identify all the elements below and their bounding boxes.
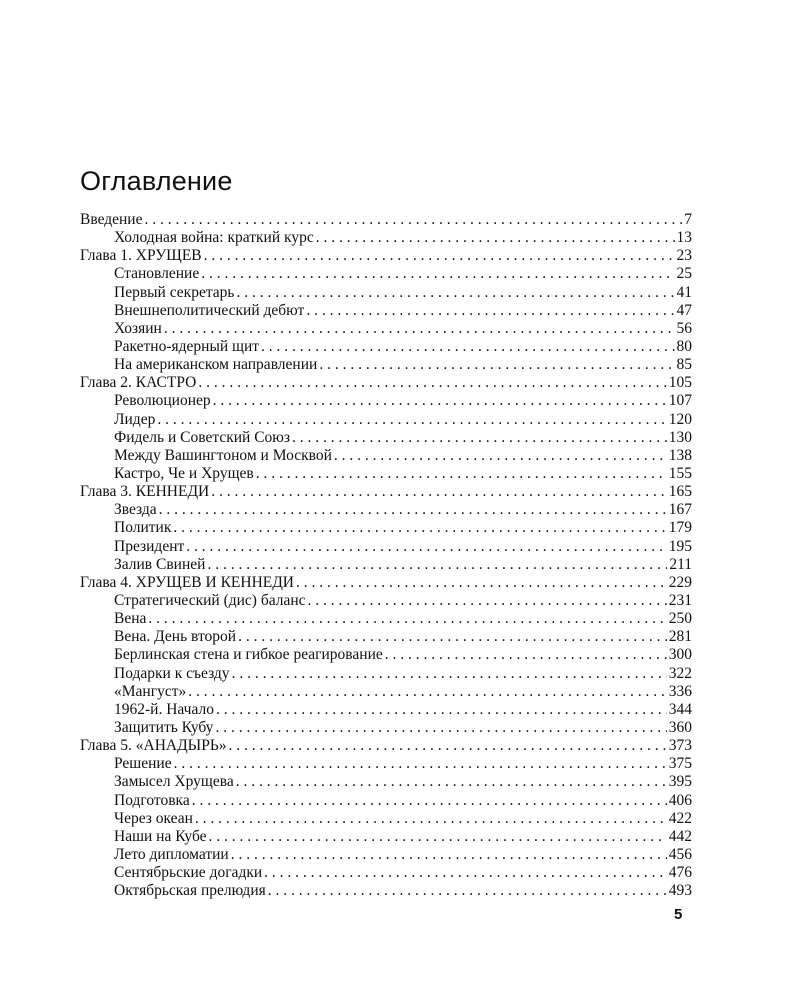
toc-section-entry[interactable] xyxy=(80,846,692,864)
toc-section-entry[interactable] xyxy=(80,501,692,519)
toc-chapter-entry[interactable] xyxy=(80,483,692,501)
toc-entry-page: 442 xyxy=(668,827,692,845)
toc-entry-page: 395 xyxy=(668,773,692,791)
toc-section-entry[interactable] xyxy=(80,465,692,483)
dot-leader xyxy=(236,773,667,791)
toc-section-entry[interactable] xyxy=(80,411,692,429)
toc-section-entry[interactable] xyxy=(80,828,692,846)
toc-entry-page: 211 xyxy=(669,555,692,573)
toc-entry-page: 107 xyxy=(668,392,692,410)
dot-leader xyxy=(306,302,674,320)
toc-entry-page: 41 xyxy=(676,283,692,301)
dot-leader xyxy=(186,538,666,556)
toc-entry-title: Стратегический (дис) баланс xyxy=(114,591,306,609)
toc-entry-page: 56 xyxy=(676,319,692,337)
toc-section-entry[interactable] xyxy=(80,755,692,773)
toc-entry-page: 476 xyxy=(668,864,692,882)
toc-entry-title: Глава 1. ХРУЩЕВ xyxy=(80,247,202,265)
dot-leader xyxy=(174,755,667,773)
toc-section-entry[interactable] xyxy=(80,719,692,737)
toc-entry-title: Становление xyxy=(114,265,200,283)
toc-entry-title: Первый секретарь xyxy=(114,283,235,301)
dot-leader xyxy=(316,229,675,247)
toc-section-entry[interactable] xyxy=(80,665,692,683)
toc-entry-page: 322 xyxy=(668,664,692,682)
toc-heading: Оглавление xyxy=(80,166,233,196)
toc-section-entry[interactable] xyxy=(80,302,692,320)
toc-section-entry[interactable] xyxy=(80,864,692,882)
toc-entry-page: 179 xyxy=(668,519,692,537)
toc-entry-page: 281 xyxy=(668,628,692,646)
dot-leader xyxy=(204,247,675,265)
toc-section-entry[interactable] xyxy=(80,701,692,719)
dot-leader xyxy=(207,556,667,574)
toc-entry-title: Глава 3. КЕННЕДИ xyxy=(80,483,210,501)
toc-entry-page: 155 xyxy=(668,464,692,482)
toc-entry-title: Ракетно-ядерный щит xyxy=(114,337,260,355)
dot-leader xyxy=(256,465,667,483)
toc-entry-title: Внешнеполитический дебют xyxy=(114,301,305,319)
toc-section-entry[interactable] xyxy=(80,429,692,447)
toc-section-entry[interactable] xyxy=(80,773,692,791)
toc-entry-page: 138 xyxy=(668,446,692,464)
toc-section-entry[interactable] xyxy=(80,810,692,828)
dot-leader xyxy=(296,574,667,592)
toc-entry-page: 229 xyxy=(668,573,692,591)
toc-entry-title: Подготовка xyxy=(114,791,190,809)
dot-leader xyxy=(232,665,667,683)
toc-entry-title: Через океан xyxy=(114,809,193,827)
toc-section-entry[interactable] xyxy=(80,338,692,356)
dot-leader xyxy=(334,447,667,465)
dot-leader xyxy=(148,610,666,628)
toc-entry-page: 231 xyxy=(668,591,692,609)
dot-leader xyxy=(231,846,667,864)
toc-entry-page: 105 xyxy=(668,374,692,392)
toc-entry-page: 422 xyxy=(668,809,692,827)
toc-entry-title: Между Вашингтоном и Москвой xyxy=(114,446,332,464)
toc-section-entry[interactable] xyxy=(80,229,692,247)
toc-section-entry[interactable] xyxy=(80,284,692,302)
toc-entry-page: 7 xyxy=(684,211,692,228)
toc-entry-title: На американском направлении xyxy=(114,356,318,374)
toc-section-entry[interactable] xyxy=(80,538,692,556)
toc-entry-title: Наши на Кубе xyxy=(114,827,207,845)
toc-chapter-entry[interactable] xyxy=(80,247,692,265)
toc-section-entry[interactable] xyxy=(80,792,692,810)
toc-section-entry[interactable] xyxy=(80,683,692,701)
dot-leader xyxy=(144,211,682,229)
dot-leader xyxy=(216,701,667,719)
toc-section-entry[interactable] xyxy=(80,320,692,338)
dot-leader xyxy=(198,374,666,392)
toc-entry-title: Революционер xyxy=(114,392,211,410)
dot-leader xyxy=(159,501,667,519)
toc-entry-title: Сентябрьские догадки xyxy=(114,864,263,882)
toc-section-entry[interactable] xyxy=(80,610,692,628)
toc-entry-title: Звезда xyxy=(114,501,157,519)
dot-leader xyxy=(385,646,667,664)
dot-leader xyxy=(292,429,667,447)
dot-leader xyxy=(192,792,667,810)
toc-entry-title: Октябрьская прелюдия xyxy=(114,882,266,900)
toc-entry-title: Политик xyxy=(114,519,172,537)
dot-leader xyxy=(261,338,674,356)
toc-entry-page: 373 xyxy=(668,737,692,755)
toc-chapter-entry[interactable] xyxy=(80,737,692,755)
toc-section-entry[interactable] xyxy=(80,628,692,646)
toc-entry-page: 13 xyxy=(676,229,692,247)
toc-entry-title: Вена xyxy=(114,610,147,628)
toc-entry-title: Залив Свиней xyxy=(114,555,206,573)
dot-leader xyxy=(238,628,667,646)
toc-entry-page: 375 xyxy=(668,755,692,773)
toc-entry-title: Холодная война: краткий курс xyxy=(114,229,314,247)
toc-entry-title: Кастро, Че и Хрущев xyxy=(114,464,254,482)
dot-leader xyxy=(209,828,667,846)
toc-entry-page: 167 xyxy=(668,501,692,519)
toc-entry-title: Глава 2. КАСТРО xyxy=(80,374,197,392)
toc-section-entry[interactable] xyxy=(80,592,692,610)
toc-section-entry[interactable] xyxy=(80,882,692,900)
toc-entry-page: 85 xyxy=(676,356,692,374)
dot-leader xyxy=(201,265,674,283)
toc-section-entry[interactable] xyxy=(80,356,692,374)
toc-entry-title: Хозяин xyxy=(114,319,162,337)
toc-entry-title: Подарки к съезду xyxy=(114,664,230,682)
dot-leader xyxy=(157,411,666,429)
toc-entry-page: 360 xyxy=(668,718,692,736)
toc-entry-title: Лето дипломатии xyxy=(114,845,229,863)
toc-entry-page: 456 xyxy=(668,845,692,863)
dot-leader xyxy=(237,284,675,302)
dot-leader xyxy=(211,483,667,501)
toc-entry-page: 300 xyxy=(668,646,692,664)
toc-entry-title: Лидер xyxy=(114,410,156,428)
toc-entry-title: «Мангуст» xyxy=(114,682,187,700)
toc-entry-page: 80 xyxy=(676,337,692,355)
dot-leader xyxy=(228,737,666,755)
toc-section-entry[interactable] xyxy=(80,646,692,664)
toc-section-entry[interactable] xyxy=(80,519,692,537)
toc-entry-title: Глава 4. ХРУЩЕВ И КЕННЕДИ xyxy=(80,573,294,591)
toc-section-entry[interactable] xyxy=(80,265,692,283)
toc-section-entry[interactable] xyxy=(80,392,692,410)
toc-entry-page: 130 xyxy=(668,428,692,446)
toc-entry-title: Замысел Хрущева xyxy=(114,773,234,791)
toc-entry-page: 250 xyxy=(668,610,692,628)
dot-leader xyxy=(195,810,667,828)
toc-entry-title: Решение xyxy=(114,755,172,773)
toc-entry-page: 406 xyxy=(668,791,692,809)
toc-entry-title: Президент xyxy=(114,537,185,555)
toc-entry-page: 336 xyxy=(668,682,692,700)
table-of-contents xyxy=(80,211,692,900)
toc-entry-title: 1962-й. Начало xyxy=(114,700,214,718)
dot-leader xyxy=(215,719,666,737)
toc-entry-title: Фидель и Советский Союз xyxy=(114,428,290,446)
toc-entry-page: 25 xyxy=(676,265,692,283)
toc-entry-title: Глава 5. «АНАДЫРЬ» xyxy=(80,737,227,755)
toc-entry-page: 195 xyxy=(668,537,692,555)
toc-entry-page: 165 xyxy=(668,483,692,501)
toc-entry-title: Вена. День второй xyxy=(114,628,237,646)
dot-leader xyxy=(264,864,667,882)
toc-entry-page: 344 xyxy=(668,700,692,718)
toc-entry-title: Берлинская стена и гибкое реагирование xyxy=(114,646,383,664)
toc-entry-page: 120 xyxy=(668,410,692,428)
dot-leader xyxy=(319,356,674,374)
page-number: 5 xyxy=(674,906,683,923)
dot-leader xyxy=(164,320,675,338)
dot-leader xyxy=(173,519,666,537)
toc-entry-page: 23 xyxy=(676,247,692,265)
dot-leader xyxy=(188,683,667,701)
toc-section-entry[interactable] xyxy=(80,556,692,574)
dot-leader xyxy=(268,882,667,900)
toc-entry-page: 493 xyxy=(668,882,692,900)
toc-chapter-entry[interactable] xyxy=(80,211,692,229)
toc-chapter-entry[interactable] xyxy=(80,574,692,592)
toc-section-entry[interactable] xyxy=(80,447,692,465)
dot-leader xyxy=(213,392,667,410)
toc-entry-title: Введение xyxy=(80,211,143,228)
toc-entry-title: Защитить Кубу xyxy=(114,718,214,736)
dot-leader xyxy=(308,592,667,610)
toc-chapter-entry[interactable] xyxy=(80,374,692,392)
toc-entry-page: 47 xyxy=(676,301,692,319)
